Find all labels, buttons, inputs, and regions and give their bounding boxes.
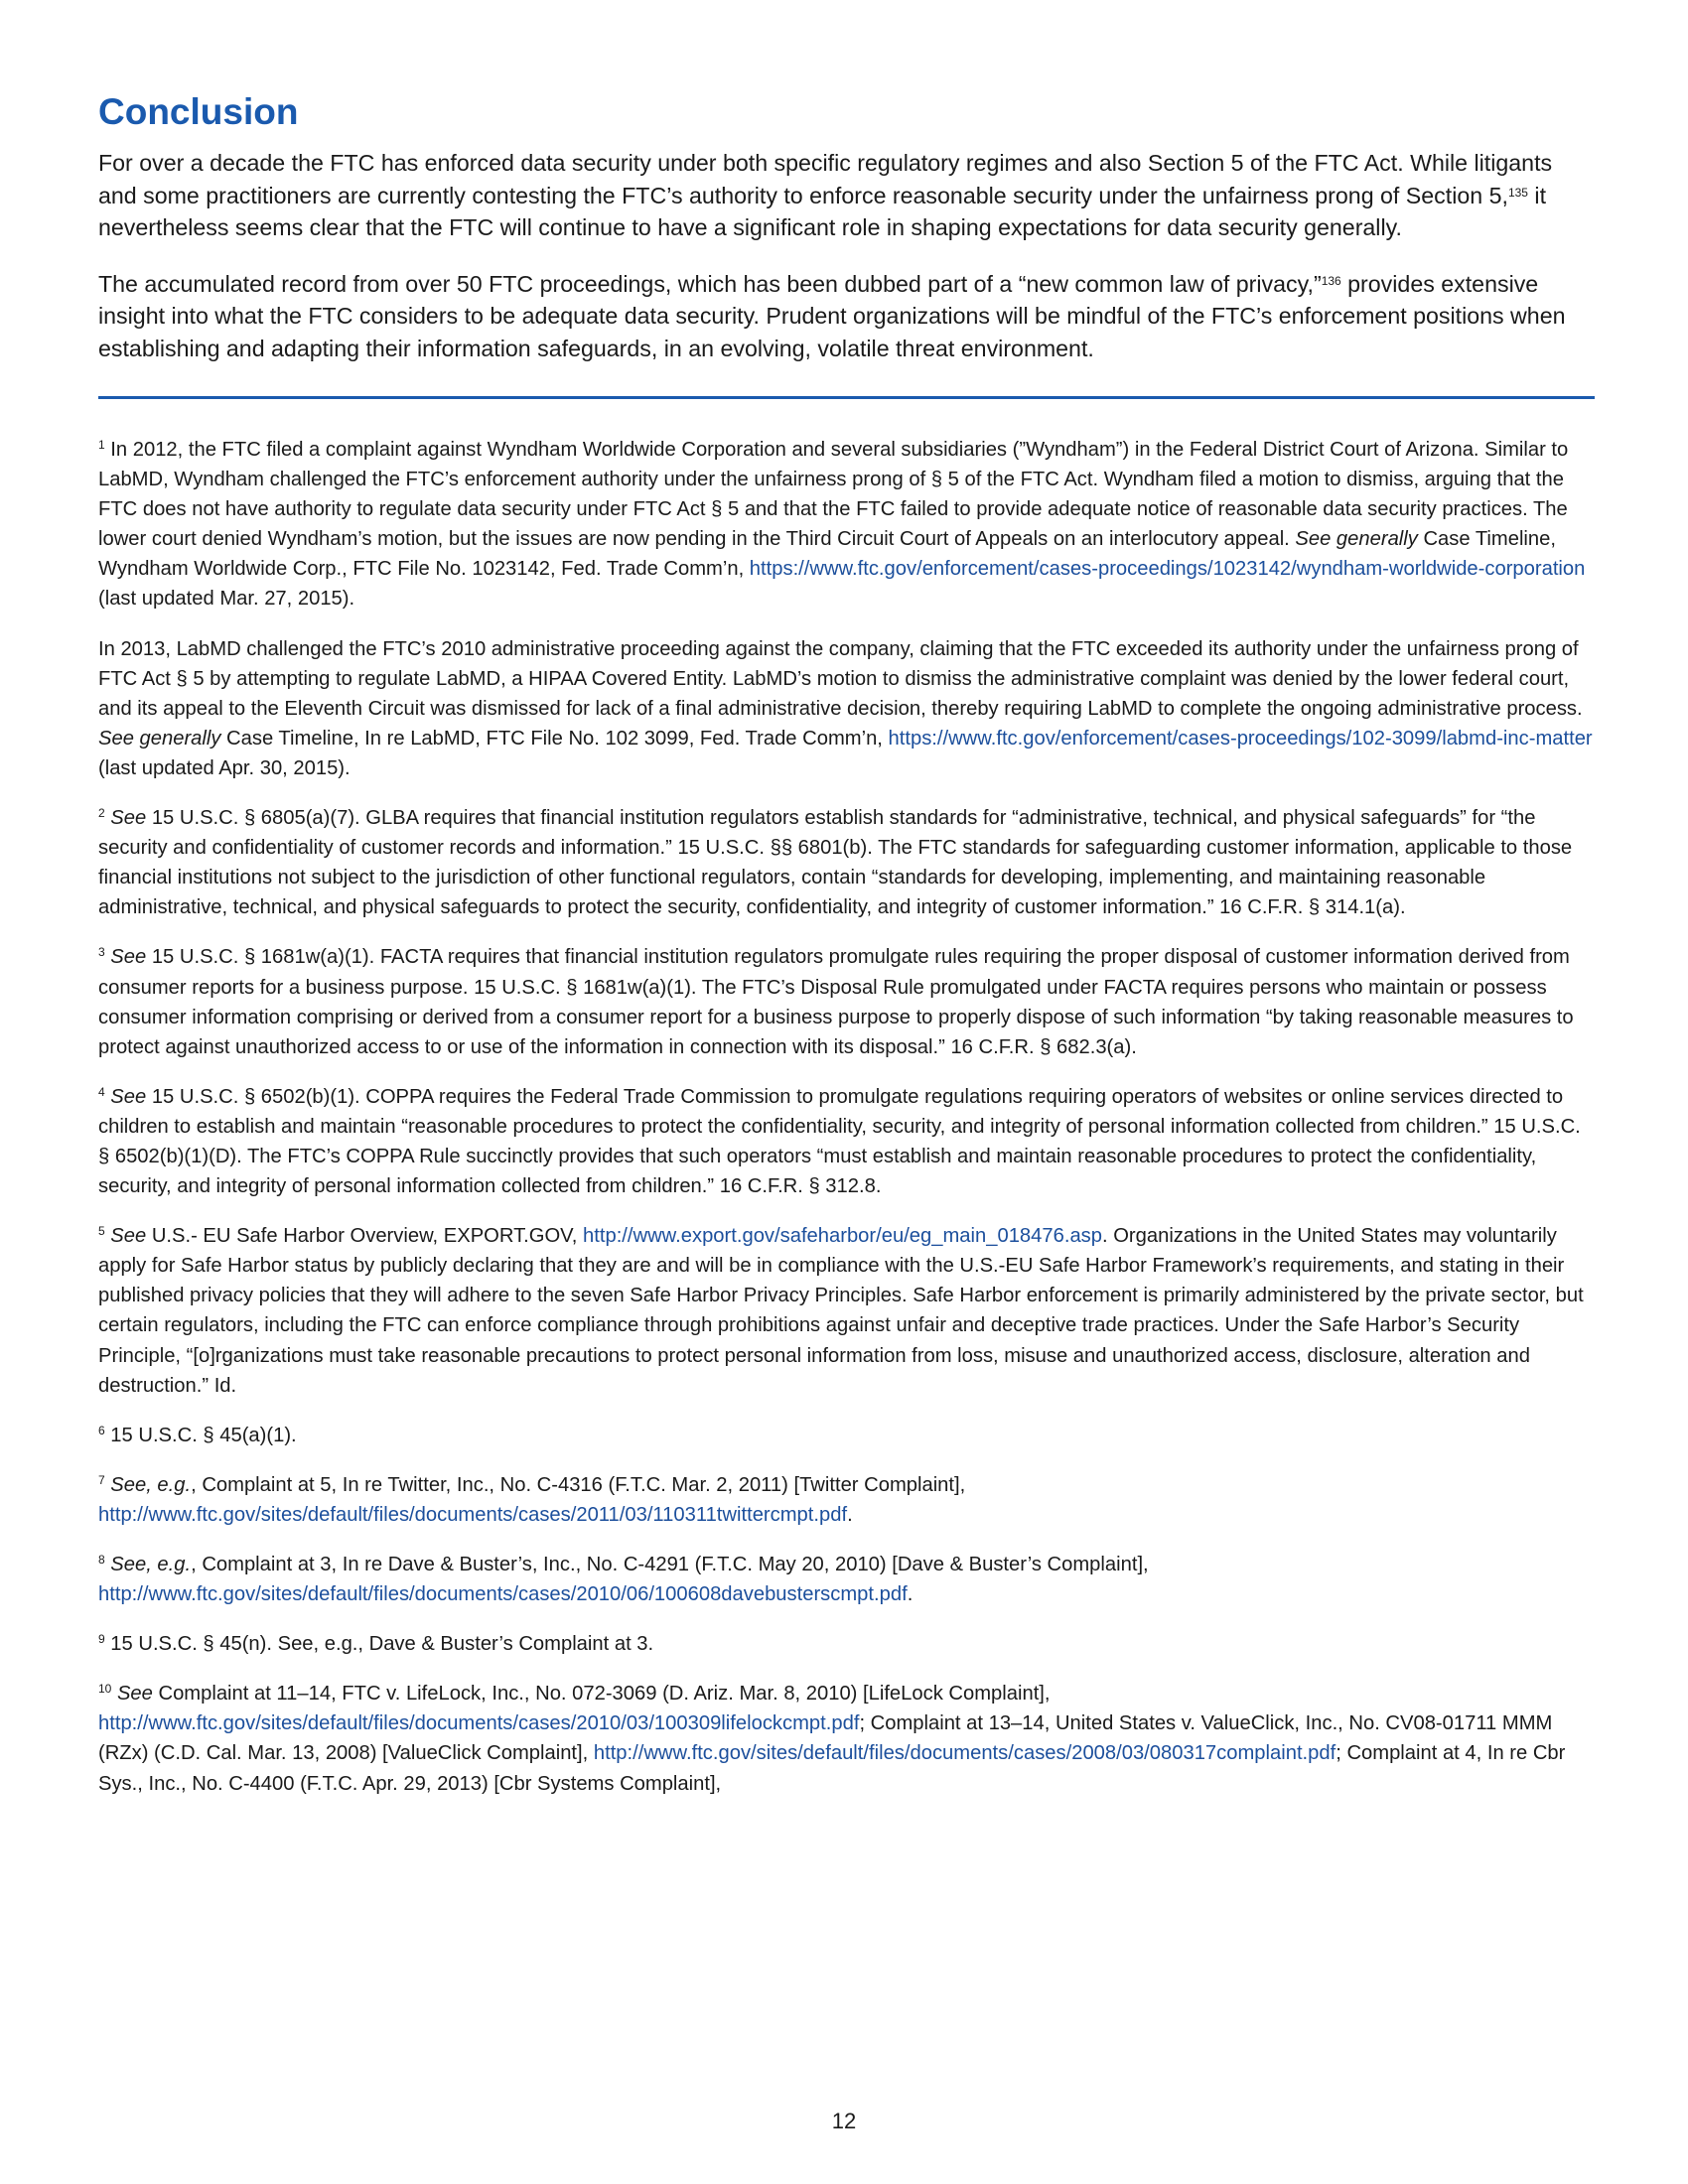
body-paragraph: For over a decade the FTC has enforced data security under both specific regulatory regimes and also Section 5 of the FTC Act. While litigants and some practitioners are currently contesting the FTC’s authority to enforce reasonable security under the unfairness prong of Section 5,$^{135}$ it nevertheless seems clear that the FTC will continue to have a significant role in shaping expectations for data security generally.: [98, 150, 1553, 240]
footnote-6: $^6$ 15 U.S.C. § 45(a)(1).: [98, 1423, 297, 1446]
footnote-number: 10: [98, 1682, 112, 1697]
footnote-number: 8: [98, 1553, 105, 1567]
footnote-link[interactable]: http://www.ftc.gov/sites/default/files/documents/cases/2010/03/100309lifelockcmpt.pdf: [98, 1712, 860, 1735]
footnote-7: $^7$ See, e.g., Complaint at 5, In re Twitter, Inc., No. C-4316 (F.T.C. Mar. 2, 2011) [Twitter Complaint], http://www.ftc.gov/sites/default/files/documents/cases/2011/03/110311twittercmpt.pdf.: [98, 1472, 966, 1526]
footnote-10: $^{10}$ See Complaint at 11–14, FTC v. LifeLock, Inc., No. 072-3069 (D. Ariz. Mar. 8, 2010) [LifeLock Complaint], http://www.ftc.gov/sites/default/files/documents/cases/2010/03/100309lifelockcmpt.pdf; Complaint at 13–14, United States v. ValueClick, Inc., No. CV08-01711 MMM (RZx) (C.D. Cal. Mar. 13, 2008) [ValueClick Complaint], http://www.ftc.gov/sites/default/files/documents/cases/2008/03/080317complaint.pdf; Complaint at 4, In re Cbr Sys., Inc., No. C-4400 (F.T.C. Apr. 29, 2013) [Cbr Systems Complaint],: [98, 1682, 1566, 1795]
footnote-link[interactable]: http://www.ftc.gov/sites/default/files/documents/cases/2011/03/110311twittercmpt.pdf: [98, 1503, 848, 1526]
footnote-number: 7: [98, 1472, 105, 1487]
page-number: 12: [831, 2109, 857, 2133]
footnote-4: $^4$ See 15 U.S.C. § 6502(b)(1). COPPA requires the Federal Trade Commission to promulgate regulations requiring operators of websites or online services directed to children to establish and maintain “reasonable procedures to protect the confidentiality, security, and integrity of personal information collected from children.” 15 U.S.C. § 6502(b)(1)(D). The FTC’s COPPA Rule succinctly provides that such operators “must establish and maintain reasonable procedures to protect the confidentiality, security, and integrity of personal information collected from children.” 16 C.F.R. § 312.8.: [98, 1084, 1581, 1198]
footnote-number: 2: [98, 806, 105, 821]
footnote-5: $^5$ See U.S.- EU Safe Harbor Overview, EXPORT.GOV, http://www.export.gov/safeharbor/eu/eg_main_018476.asp. Organizations in the United States may voluntarily apply for Safe Harbor status by publicly declaring that they are and will be in compliance with the U.S.-EU Safe Harbor Framework’s requirements, and stating in their published privacy policies that they will adhere to the seven Safe Harbor Privacy Principles. Safe Harbor enforcement is primarily administered by the private sector, but certain regulators, including the FTC can enforce compliance through prohibitions against unfair and deceptive trade practices. Under the Safe Harbor’s Security Principle, “[o]rganizations must take reasonable precautions to protect personal information from loss, misuse and unauthorized access, disclosure, alteration and destruction.” Id.: [98, 1224, 1584, 1397]
footnote-8: $^8$ See, e.g., Complaint at 3, In re Dave & Buster’s, Inc., No. C-4291 (F.T.C. May 20, 2010) [Dave & Buster’s Complaint], http://www.ftc.gov/sites/default/files/documents/cases/2010/06/100608davebusterscmpt.pdf.: [98, 1553, 1149, 1606]
footnote-number: 5: [98, 1224, 105, 1239]
footnote-divider: [98, 396, 1595, 399]
footnote-number: 6: [98, 1423, 105, 1437]
footnote-3: $^3$ See 15 U.S.C. § 1681w(a)(1). FACTA requires that financial institution regulators promulgate rules requiring the proper disposal of customer information derived from consumer reports for a business purpose. 15 U.S.C. § 1681w(a)(1). The FTC’s Disposal Rule promulgated under FACTA requires persons who maintain or possess consumer information comprising or derived from a consumer report for a business purpose to properly dispose of such information “by taking reasonable measures to protect against unauthorized access to or use of the information in connection with its disposal.” 16 C.F.R. § 682.3(a).: [98, 945, 1574, 1058]
footnote-2: $^2$ See 15 U.S.C. § 6805(a)(7). GLBA requires that financial institution regulators establish standards for “administrative, technical, and physical safeguards” for “the security and confidentiality of customer records and information.” 15 U.S.C. §§ 6801(b). The FTC standards for safeguarding customer information, applicable to those financial institutions not subject to the jurisdiction of other functional regulators, contain “standards for developing, implementing, and maintaining reasonable administrative, technical, and physical safeguards to protect the security, confidentiality, and integrity of customer information.” 16 C.F.R. § 314.1(a).: [98, 806, 1573, 919]
footnote-9: $^9$ 15 U.S.C. § 45(n). See, e.g., Dave & Buster’s Complaint at 3.: [98, 1632, 654, 1656]
footnote-number: 3: [98, 945, 105, 960]
footnote-link[interactable]: http://www.ftc.gov/sites/default/files/documents/cases/2008/03/080317complaint.pdf: [593, 1742, 1336, 1765]
footnote-link[interactable]: https://www.ftc.gov/enforcement/cases-proceedings/102-3099/labmd-inc-matter: [888, 727, 1593, 750]
page-content: [98, 87, 1595, 1819]
footnote-number: 1: [98, 438, 105, 452]
footnote-ref[interactable]: 136: [1321, 273, 1341, 288]
footnote-ref[interactable]: 135: [1507, 185, 1528, 200]
footnote-link[interactable]: http://www.ftc.gov/sites/default/files/documents/cases/2010/06/100608davebusterscmpt.pdf: [98, 1583, 908, 1606]
footnote-number: 4: [98, 1084, 105, 1099]
footnote-link[interactable]: https://www.ftc.gov/enforcement/cases-proceedings/1023142/wyndham-worldwide-corporation: [749, 558, 1586, 581]
footnote-link[interactable]: http://www.export.gov/safeharbor/eu/eg_main_018476.asp: [583, 1225, 1102, 1248]
footnote-1-continued: In 2013, LabMD challenged the FTC’s 2010 administrative proceeding against the company, claiming that the FTC exceeded its authority under the unfairness prong of FTC Act § 5 by attempting to regulate LabMD, a HIPAA Covered Entity. LabMD’s motion to dismiss the administrative complaint was denied by the lower federal court, and its appeal to the Eleventh Circuit was dismissed for lack of a final administrative decision, thereby requiring LabMD to complete the ongoing administrative process. See generally Case Timeline, In re LabMD, FTC File No. 102 3099, Fed. Trade Comm’n, https://www.ftc.gov/enforcement/cases-proceedings/102-3099/labmd-inc-matter (last updated Apr. 30, 2015).: [98, 637, 1593, 779]
section-heading: Conclusion: [98, 91, 299, 132]
footnote-1: $^1$ In 2012, the FTC filed a complaint against Wyndham Worldwide Corporation and several subsidiaries (”Wyndham”) in the Federal District Court of Arizona. Similar to LabMD, Wyndham challenged the FTC’s enforcement authority under the unfairness prong of § 5 of the FTC Act. Wyndham filed a motion to dismiss, arguing that the FTC does not have authority to regulate data security under FTC Act § 5 and that the FTC failed to provide adequate notice of reasonable data security practices. The lower court denied Wyndham’s motion, but the issues are now pending in the Third Circuit Court of Appeals on an interlocutory appeal. See generally Case Timeline, Wyndham Worldwide Corp., FTC File No. 1023142, Fed. Trade Comm’n, https://www.ftc.gov/enforcement/cases-proceedings/1023142/wyndham-worldwide-corporation (last updated Mar. 27, 2015).: [98, 438, 1586, 611]
body-paragraph: The accumulated record from over 50 FTC proceedings, which has been dubbed part of a “new common law of privacy,”$^{136}$ provides extensive insight into what the FTC considers to be adequate data security. Prudent organizations will be mindful of the FTC’s enforcement positions when establishing and adapting their information safeguards, in an evolving, volatile threat environment.: [98, 270, 1566, 361]
footnotes: [98, 435, 1595, 1799]
footnote-number: 9: [98, 1632, 105, 1647]
